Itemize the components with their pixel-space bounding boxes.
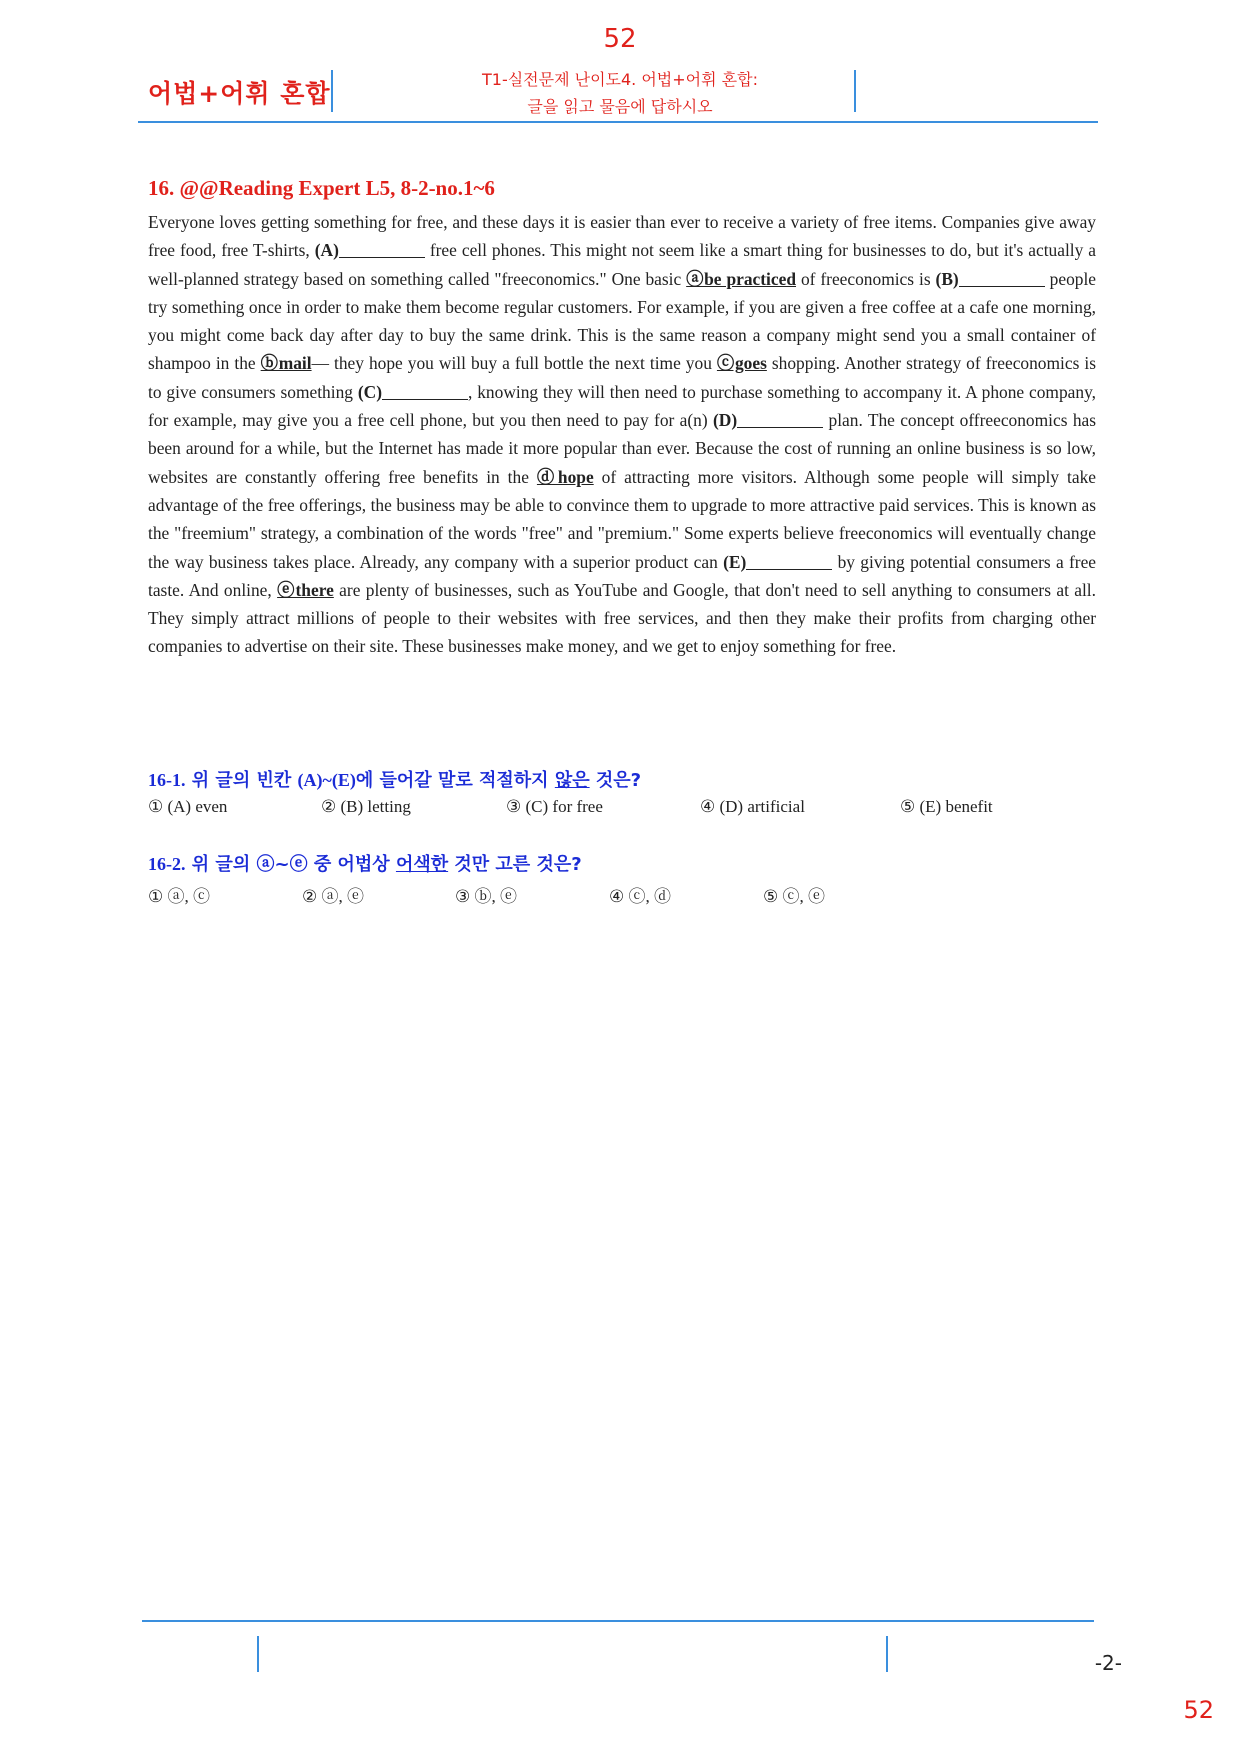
- sub-question-1-number: 16-1.: [148, 770, 186, 790]
- passage-text: , knowing they will then need to purchase something to accompany it. A phone company, for example, may give you a free cell phone, but you then need to pay for a(n): [148, 381, 1096, 431]
- blank-label: (A): [314, 240, 339, 261]
- header-divider-right: [854, 70, 856, 112]
- choice-4[interactable]: ④ ⓒ, ⓓ: [609, 887, 671, 906]
- footer-divider-right: [886, 1636, 888, 1672]
- sub-question-2-stem: 16-2. 위 글의 ⓐ~ⓔ 중 어법상 어색한 것만 고른 것은?: [148, 854, 582, 875]
- sub-question-1-stem: 16-1. 위 글의 빈칸 (A)~(E)에 들어갈 말로 적절하지 않은 것은?: [148, 770, 642, 791]
- passage-text: plan. The concept offreeconomics has been around for a while, but the Internet has made it more popular than ever. Because the cost of running an online business is so low, websites are constantly offering free benefits in the: [148, 410, 1096, 487]
- header-divider-left: [331, 70, 333, 112]
- choice-1[interactable]: ① ⓐ, ⓒ: [148, 887, 210, 906]
- answer-blank: [382, 381, 468, 399]
- choice-2[interactable]: ② (B) letting: [321, 797, 411, 816]
- header-rule: [138, 121, 1098, 123]
- corner-page-number: 52: [1183, 1696, 1214, 1724]
- sub-question-2-choices: [148, 882, 1108, 910]
- choice-2[interactable]: ② ⓐ, ⓔ: [302, 887, 364, 906]
- sub-question-1-choices: [148, 797, 1108, 825]
- blank-label: (C): [357, 381, 382, 402]
- underlined-expression: ⓑmail: [260, 353, 312, 374]
- header-subtitle-line1: T1-실전문제 난이도4. 어법+어휘 혼합:: [482, 70, 758, 89]
- answer-blank: [959, 268, 1045, 286]
- sub-question-2-number: 16-2.: [148, 854, 186, 874]
- choice-3[interactable]: ③ (C) for free: [506, 797, 603, 816]
- underlined-expression: ⓓhope: [536, 466, 594, 487]
- choice-5[interactable]: ⑤ (E) benefit: [900, 797, 993, 816]
- passage-text: — they hope you will buy a full bottle the next time you: [311, 353, 717, 374]
- reading-passage: [148, 208, 1096, 661]
- underlined-expression: ⓔthere: [277, 579, 334, 600]
- header-subtitle: [350, 66, 890, 120]
- category-title: 어법+어휘 혼합: [148, 79, 331, 108]
- blank-label: (D): [713, 410, 738, 431]
- choice-4[interactable]: ④ (D) artificial: [700, 797, 805, 816]
- passage-text: are plenty of businesses, such as YouTube and Google, that don't need to sell anything to consumers at all. They simply attract millions of people to their websites with free services, and then they make their profits from charging other companies to advertise on their site. These businesses make money, and we get to enjoy something for free.: [148, 579, 1096, 657]
- footer-rule: [142, 1620, 1094, 1622]
- footer-divider-left: [257, 1636, 259, 1672]
- choice-1[interactable]: ① (A) even: [148, 797, 228, 816]
- passage-text: people try something once in order to make them become regular customers. For example, if you are given a free coffee at a cafe one morning, you might come back day after day to buy the same drink. This is the same reason a company might send you a small container of shampoo in the: [148, 268, 1097, 374]
- blank-label: (E): [723, 551, 747, 572]
- underlined-expression: ⓒgoes: [716, 353, 767, 374]
- passage-text: of attracting more visitors. Although some people will simply take advantage of the free offerings, the business may be able to convince them to upgrade to more attractive paid services. This is known as the "freemium" strategy, a combination of the words "free" and "premium." Some experts believe freeconomics will eventually change the way business takes place. Already, any company with a superior product can: [148, 466, 1097, 572]
- choice-5[interactable]: ⑤ ⓒ, ⓔ: [763, 887, 825, 906]
- passage-text: by giving potential consumers a free taste. And online,: [148, 551, 1097, 600]
- passage-text: shopping. Another strategy of freeconomics is to give consumers something: [148, 353, 1096, 402]
- passage-text: Everyone loves getting something for free, and these days it is easier than ever to receive a variety of free items. Companies give away free food, free T-shirts,: [148, 212, 1096, 261]
- passage-text: free cell phones. This might not seem like a smart thing for businesses to do, but it's actually a well-planned strategy based on something called "freeconomics." One basic: [148, 240, 1096, 289]
- choice-3[interactable]: ③ ⓑ, ⓔ: [455, 887, 517, 906]
- question-title: 16. @@Reading Expert L5, 8-2-no.1~6: [148, 176, 495, 200]
- blank-label: (B): [935, 268, 959, 289]
- passage-text: of freeconomics is: [796, 268, 936, 289]
- underlined-expression: ⓐbe practiced: [686, 268, 797, 289]
- header-subtitle-line2: 글을 읽고 물음에 답하시오: [527, 97, 713, 116]
- answer-blank: [339, 240, 425, 258]
- answer-blank: [746, 551, 832, 569]
- footer-page-label: -2-: [1094, 1651, 1122, 1675]
- answer-blank: [737, 410, 823, 428]
- page-number-top: 52: [603, 24, 637, 54]
